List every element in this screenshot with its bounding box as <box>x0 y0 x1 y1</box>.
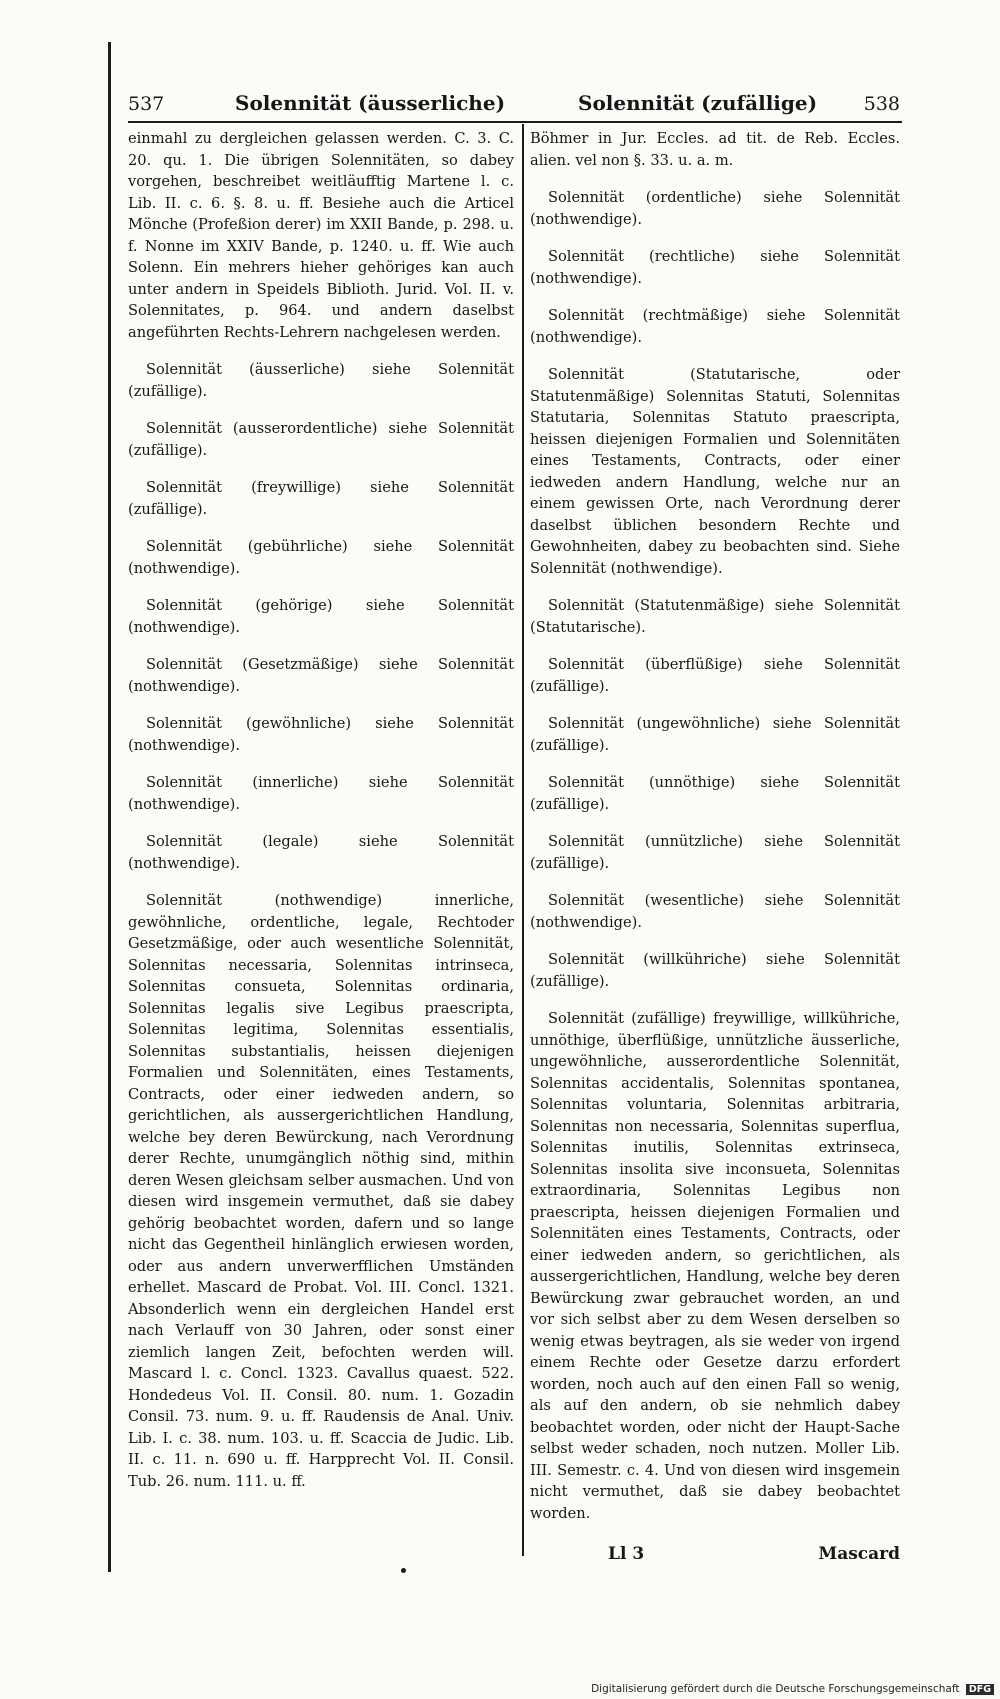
entry-ausserordentliche: Solennität (ausserordentliche) siehe Solennität (zufällige). <box>128 420 514 459</box>
entry-gehoerige: Solennität (gehörige) siehe Solennität (nothwendige). <box>128 597 514 636</box>
entry-statutarische: Solennität (Statutarische, oder Statutenmäßige) Solennitas Statuti, Solennitas Statutaria, Solennitas Statuto praescripta, heissen diejenigen Formalien und Solennitäten eines Testaments, Contracts, oder einer iedweden andern Handlung, welche nur an einem gewissen Orte, nach Verordnung derer daselbst üblichen besondern Rechte und Gewohnheiten, dabey zu beobachten sind. Siehe Solennität (nothwendige). <box>530 366 900 577</box>
catchword: Mascard <box>818 1544 900 1564</box>
entry-zufaellige: Solennität (zufällige) freywillige, willkühriche, unnöthige, überflüßige, unnützliche äusserliche, ungewöhnliche, ausserordentliche Solennität, Solennitas accidentalis, Solennitas spontanea, Solennitas voluntaria, Solennitas arbitraria, Solennitas non necessaria, Solennitas superflua, Solennitas inutilis, Solennitas extrinseca, Solennitas insolita sive inconsueta, Solennitas extraordinaria, Solennitas Legibus non praescripta, heissen diejenigen Formalien und Solennitäten eines Testaments, Contracts, oder einer iedweden andern, so gerichtlichen, als aussergerichtlichen, Handlung, welche bey deren Bewürckung zwar gebrauchet worden, an und vor sich selbst aber zu dem Wesen derselben so wenig etwas beytragen, als sie weder von irgend einem Rechte oder Gesetze darzu erfordert worden, noch auch auf den einen Fall so wenig, als auf den andern, ob sie nehmlich dabey beobachtet worden, oder nicht der Haupt-Sache selbst weder schaden, noch nutzen. Moller Lib. III. Semestr. c. 4. Und von diesen wird insgemein nicht vermuthet, daß sie dabey beobachtet worden. <box>530 1010 900 1522</box>
paragraph-continuation: Böhmer in Jur. Eccles. ad tit. de Reb. Eccles. alien. vel non §. 33. u. a. m. <box>530 130 900 169</box>
page-footer <box>530 1544 900 1568</box>
entry-ungewoehnliche: Solennität (ungewöhnliche) siehe Solennität (zufällige). <box>530 715 900 754</box>
digitization-credit <box>591 1683 994 1695</box>
header-rule <box>128 121 902 123</box>
entry-innerliche: Solennität (innerliche) siehe Solennität (nothwendige). <box>128 774 514 813</box>
page-number-left: 537 <box>128 93 165 115</box>
signature-mark: Ll 3 <box>608 1544 645 1564</box>
entry-wesentliche: Solennität (wesentliche) siehe Solennität (nothwendige). <box>530 892 900 931</box>
entry-freywillige: Solennität (freywillige) siehe Solennität (zufällige). <box>128 479 514 518</box>
paragraph-continuation: einmahl zu dergleichen gelassen werden. C. 3. C. 20. qu. 1. Die übrigen Solennitäten, so dabey vorgehen, beschreibet weitläufftig Martene l. c. Lib. II. c. 6. §. 8. u. ff. Besiehe auch die Articel Mönche (Profeßion derer) im XXII Bande, p. 298. u. f. Nonne im XXIV Bande, p. 1240. u. ff. Wie auch Solenn. Ein mehrers hieher gehöriges kan auch unter andern in Speidels Biblioth. Jurid. Vol. II. v. Solennitates, p. 964. und andern daselbst angeführten Rechts-Lehrern nachgelesen werden. <box>128 130 514 341</box>
ink-speck <box>401 1568 406 1573</box>
header-title-left: Solennität (äusserliche) <box>235 91 506 115</box>
entry-rechtliche: Solennität (rechtliche) siehe Solennität (nothwendige). <box>530 248 900 287</box>
entry-rechtmaessige: Solennität (rechtmäßige) siehe Solennität (nothwendige). <box>530 307 900 346</box>
entry-aeusserliche: Solennität (äusserliche) siehe Solennität (zufällige). <box>128 361 514 400</box>
column-divider <box>522 124 524 1556</box>
credit-text: Digitalisierung gefördert durch die Deutsche Forschungsgemeinschaft <box>591 1683 960 1695</box>
entry-legale: Solennität (legale) siehe Solennität (nothwendige). <box>128 833 514 872</box>
entry-ordentliche: Solennität (ordentliche) siehe Solennität (nothwendige). <box>530 189 900 228</box>
header-title-right: Solennität (zufällige) <box>578 91 818 115</box>
entry-nothwendige: Solennität (nothwendige) innerliche, gewöhnliche, ordentliche, legale, Rechtoder Gesetzmäßige, oder auch wesentliche Solennität, Solennitas necessaria, Solennitas intrinseca, Solennitas consueta, Solennitas ordinaria, Solennitas legalis sive Legibus praescripta, Solennitas legitima, Solennitas essentialis, Solennitas substantialis, heissen diejenigen Formalien und Solennitäten, eines Testaments, Contracts, oder einer iedweden andern, so gerichtlichen, als aussergerichtlichen Handlung, welche bey deren Bewürckung, nach Verordnung derer Rechte, unumgänglich nöthig sind, mithin deren Wesen gleichsam selber ausmachen. Und von diesen wird insgemein vermuthet, daß sie dabey gehörig beobachtet worden, dafern und so lange nicht das Gegentheil hinlänglich erwiesen worden, oder aus andern unverwerfflichen Umständen erhellet. Mascard de Probat. Vol. III. Concl. 1321. Absonderlich wenn ein dergleichen Handel erst nach Verlauff von 30 Jahren, oder sonst einer ziemlich langen Zeit, befochten werden will. Mascard l. c. Concl. 1323. Cavallus quaest. 522. Hondedeus Vol. II. Consil. 80. num. 1. Gozadin Consil. 73. num. 9. u. ff. Raudensis de Anal. Univ. Lib. I. c. 38. num. 103. u. ff. Scaccia de Judic. Lib. II. c. 11. n. 690 u. ff. Harpprecht Vol. II. Consil. Tub. 26. num. 111. u. ff. <box>128 892 514 1490</box>
left-column <box>128 128 514 1492</box>
dfg-logo: DFG <box>966 1684 994 1695</box>
entry-gebuehrliche: Solennität (gebührliche) siehe Solennität (nothwendige). <box>128 538 514 577</box>
entry-statutenmaessige: Solennität (Statutenmäßige) siehe Solennität (Statutarische). <box>530 597 900 636</box>
page-number-right: 538 <box>863 93 900 115</box>
entry-gesetzmaessige: Solennität (Gesetzmäßige) siehe Solennität (nothwendige). <box>128 656 514 695</box>
binding-edge-rule <box>108 42 111 1572</box>
entry-unnuetzliche: Solennität (unnützliche) siehe Solennität (zufällige). <box>530 833 900 872</box>
entry-willkuehrliche: Solennität (willkühriche) siehe Solennität (zufällige). <box>530 951 900 990</box>
entry-ueberfluessige: Solennität (überflüßige) siehe Solennität (zufällige). <box>530 656 900 695</box>
right-column <box>530 128 900 1540</box>
entry-unnoethige: Solennität (unnöthige) siehe Solennität (zufällige). <box>530 774 900 813</box>
entry-gewoehnliche: Solennität (gewöhnliche) siehe Solennität (nothwendige). <box>128 715 514 754</box>
